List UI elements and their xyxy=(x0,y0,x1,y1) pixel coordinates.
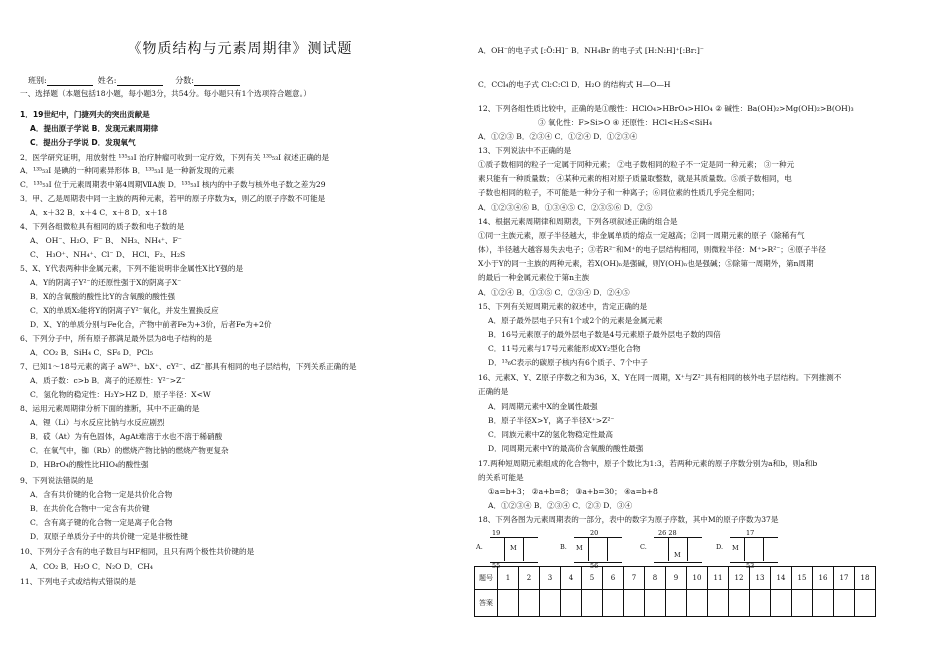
answer-cell[interactable] xyxy=(687,590,708,617)
q11-options-ab: A．OH⁻的电子式 [:Ö:H]⁻ B．NH₄Br 的电子式 [H:N:H]⁺[:Br:]⁻ xyxy=(478,46,704,55)
question-18: 18、下列各图为元素周期表的一部分，表中的数字为原子序数，其中M的原子序数为37是 xyxy=(478,515,779,524)
q9-option-c: C．含有离子键的化合物一定是离子化合物 xyxy=(30,518,173,527)
q15-option-b: B．16号元素原子的最外层电子数是4号元素原子最外层电子数的四倍 xyxy=(488,330,721,339)
row-label-answer: 答案 xyxy=(475,590,498,617)
grid-d-top: 17 xyxy=(746,529,755,537)
score-blank[interactable] xyxy=(194,77,240,86)
qnum-cell: 10 xyxy=(687,567,708,590)
answer-cell[interactable] xyxy=(624,590,645,617)
qnum-cell: 7 xyxy=(624,567,645,590)
q2-options-cd: C．¹³⁵₅₃I 位于元素周期表中第4周期ⅦA族 D．¹³⁵₅₃I 核内的中子数与核外电子数之差为29 xyxy=(20,180,326,189)
question-2: 2．医学研究证明，用放射性 ¹³⁵₅₃I 治疗肿瘤可收到一定疗效，下列有关 ¹³⁵₅₃I 叙述正确的是 xyxy=(20,153,330,162)
row-label-number: 题号 xyxy=(475,567,498,590)
answer-cell[interactable] xyxy=(645,590,666,617)
question-4: 4、下列各组微粒具有相同的质子数和电子数的是 xyxy=(20,222,185,231)
answer-cell[interactable] xyxy=(666,590,687,617)
q16-option-b: B．原子半径X>Y，离子半径X⁺>Z²⁻ xyxy=(488,416,615,425)
grid-b-m: M xyxy=(576,544,583,552)
q4-options-ab: A、 OH⁻、H₂O、F⁻ B、 NH₃、NH₄⁺、F⁻ xyxy=(30,236,182,245)
question-6: 6、下列分子中，所有原子都满足最外层为8电子结构的是 xyxy=(20,334,212,343)
q1-options-cd: C．提出分子学说 D．发现氧气 xyxy=(30,138,136,147)
q14-text-4: 的最后一种金属元素位于第n主族 xyxy=(478,273,590,282)
qnum-cell: 2 xyxy=(519,567,540,590)
qnum-cell: 13 xyxy=(750,567,771,590)
name-label: 姓名: xyxy=(97,76,117,85)
grid-a-m: M xyxy=(510,544,517,552)
grid-d-label: D. xyxy=(716,543,724,551)
q3-options: A．x＋32 B．x＋4 C．x＋8 D．x＋18 xyxy=(30,208,168,217)
answer-cell[interactable] xyxy=(603,590,624,617)
grid-d-bottom: 53 xyxy=(746,562,755,570)
grid-a-bottom: 55 xyxy=(492,562,501,570)
q5-option-a: A．Y的阴离子Y²⁻的还原性强于X的阴离子X⁻ xyxy=(30,278,182,287)
q4-options-cd: C、 H₃O⁺、NH₄⁺、Cl⁻ D、 HCl、F₂、H₂S xyxy=(30,250,186,259)
qnum-cell: 17 xyxy=(834,567,855,590)
qnum-cell: 11 xyxy=(708,567,729,590)
question-3: 3．甲、乙是周期表中同一主族的两种元素，若甲的原子序数为x，则乙的原子序数不可能是 xyxy=(20,194,326,203)
student-info xyxy=(28,76,240,86)
qnum-cell: 16 xyxy=(813,567,834,590)
answer-cell[interactable] xyxy=(540,590,561,617)
answer-cell[interactable] xyxy=(498,590,519,617)
question-1: 1．19世纪中，门捷列夫的突出贡献是 xyxy=(20,110,150,119)
grid-option-d xyxy=(716,529,786,569)
q17-text-2: 的关系可能是 xyxy=(478,473,524,482)
answer-cell[interactable] xyxy=(771,590,792,617)
qnum-cell: 6 xyxy=(603,567,624,590)
qnum-cell: 4 xyxy=(561,567,582,590)
q7-options-cd: C．氢化物的稳定性：H₂Y>HZ D．原子半径：X<W xyxy=(30,390,211,399)
answer-row xyxy=(475,590,876,617)
grid-option-b xyxy=(560,529,630,569)
answer-table xyxy=(474,566,876,617)
grid-c-m: M xyxy=(674,551,681,559)
class-blank[interactable] xyxy=(47,77,93,86)
q16-text-2: 正确的是 xyxy=(478,387,509,396)
q7-options-ab: A．质子数：c>b B．离子的还原性：Y²⁻>Z⁻ xyxy=(30,376,186,385)
q15-option-a: A．原子最外层电子只有1个或2个的元素是金属元素 xyxy=(488,316,663,325)
q14-options: A．①②④ B．①③⑤ C．②③④ D．②④⑤ xyxy=(478,288,630,297)
q8-option-c: C．在氧气中，铷（Rb）的燃烧产物比钠的燃烧产物更复杂 xyxy=(30,446,229,455)
q8-option-b: B．砹（At）为有色固体，AgAt难溶于水也不溶于稀硝酸 xyxy=(30,432,223,441)
question-12: 12、下列各组性质比较中，正确的是①酸性：HClO₄>HBrO₄>HIO₄ ② 碱性：Ba(OH)₂>Mg(OH)₂>B(OH)₃ xyxy=(478,104,854,113)
question-8: 8、运用元素周期律分析下面的推断，其中不正确的是 xyxy=(20,404,200,413)
name-blank[interactable] xyxy=(117,77,163,86)
question-13: 13、下列说法中不正确的是 xyxy=(478,146,572,155)
answer-cell[interactable] xyxy=(708,590,729,617)
qnum-cell: 5 xyxy=(582,567,603,590)
q13-text-3: 子数也相同的粒子，不可能是一种分子和一种离子；⑥同位素的性质几乎完全相同； xyxy=(478,188,759,197)
qnum-cell: 9 xyxy=(666,567,687,590)
q14-text-1: ①同一主族元素，原子半径越大，非金属单质的熔点一定越高；②同一周期元素的原子（除稀有气 xyxy=(478,231,805,240)
grid-option-c xyxy=(640,529,710,569)
answer-cell[interactable] xyxy=(792,590,813,617)
q9-option-d: D．双原子单质分子中的共价键一定是非极性键 xyxy=(30,532,188,541)
answer-cell[interactable] xyxy=(582,590,603,617)
q16-option-c: C．同族元素中Z的氢化物稳定性最高 xyxy=(488,430,613,439)
question-11: 11、下列电子式或结构式错误的是 xyxy=(20,577,136,586)
answer-cell[interactable] xyxy=(561,590,582,617)
grid-a-top: 19 xyxy=(492,529,501,537)
grid-b-label: B. xyxy=(560,543,567,551)
grid-option-a xyxy=(476,529,546,569)
q5-option-c: C．X的单质X₂能将Y的阴离子Y²⁻氧化，并发生置换反应 xyxy=(30,306,219,315)
qnum-cell: 3 xyxy=(540,567,561,590)
q17-items: ①a=b+3； ②a+b=8； ③a+b=30； ④a=b+8 xyxy=(488,487,658,496)
q5-option-d: D．X、Y的单质分别与Fe化合，产物中前者Fe为+3价，后者Fe为+2价 xyxy=(30,320,272,329)
q15-option-c: C．11号元素与17号元素能形成XY₂型化合物 xyxy=(488,344,641,353)
question-17: 17.两种短周期元素组成的化合物中，原子个数比为1:3，若两种元素的原子序数分别为a和b，则a和b xyxy=(478,459,818,468)
grid-a-label: A. xyxy=(476,543,483,551)
q5-option-b: B．X的含氧酸的酸性比Y的含氧酸的酸性强 xyxy=(30,292,176,301)
answer-cell[interactable] xyxy=(834,590,855,617)
q15-option-d: D．¹³₆C表示的碳原子核内有6个质子、7个中子 xyxy=(488,358,648,367)
q9-option-a: A．含有共价键的化合物一定是共价化合物 xyxy=(30,490,173,499)
qnum-cell: 18 xyxy=(855,567,876,590)
answer-cell[interactable] xyxy=(750,590,771,617)
answer-cell[interactable] xyxy=(855,590,876,617)
qnum-cell: 12 xyxy=(729,567,750,590)
question-16: 16、元素X、Y、Z原子序数之和为36，X、Y在同一周期，X⁺与Z²⁻具有相同的核外电子层结构。下列推测不 xyxy=(478,373,842,382)
question-7: 7、已知1～18号元素的离子 aW³⁺、bX⁺、cY²⁻、dZ⁻都具有相同的电子层结构，下列关系正确的是 xyxy=(20,362,357,371)
question-14: 14、根据元素周期律和周期表，下列各项叙述正确的组合是 xyxy=(478,217,678,226)
q17-options: A．①②③④ B．②③④ C．②③ D．③④ xyxy=(488,501,633,510)
qnum-cell: 15 xyxy=(792,567,813,590)
q8-option-a: A．锂（Li）与水反应比钠与水反应剧烈 xyxy=(30,418,165,427)
grid-c-top: 26 28 xyxy=(658,529,677,537)
grid-d-m: M xyxy=(732,544,739,552)
q14-text-2: 体），半径越大越容易失去电子；③若R²⁻和M⁺的电子层结构相同，则微粒半径：M⁺>R²⁻；④原子半径 xyxy=(478,245,826,254)
grid-b-bottom: 56 xyxy=(590,562,599,570)
q9-option-b: B．在共价化合物中一定含有共价键 xyxy=(30,504,150,513)
class-label: 班别: xyxy=(28,76,47,85)
answer-cell[interactable] xyxy=(813,590,834,617)
answer-cell[interactable] xyxy=(729,590,750,617)
score-label: 分数: xyxy=(175,76,194,85)
qnum-cell: 14 xyxy=(771,567,792,590)
page-title: 《物质结构与元素周期律》测试题 xyxy=(127,41,353,57)
q10-options: A．CO₂ B．H₂O C．N₂O D．CH₄ xyxy=(30,562,153,571)
q11-options-cd: C．CCl₄的电子式 Cl:C:Cl D．H₂O 的结构式 H—O—H xyxy=(478,80,671,89)
section-heading: 一、选择题（本题包括18小题，每小题3分，共54分。每小题只有1个选项符合题意。） xyxy=(20,89,311,98)
q13-options: A．①②③④⑥ B．①③④⑤ C．②③⑤⑥ D．②⑤ xyxy=(478,203,653,212)
grid-b-top: 20 xyxy=(590,529,599,537)
q12-options: A．①②③ B．②③④ C．①②④ D．①②③④ xyxy=(478,132,638,141)
answer-cell[interactable] xyxy=(519,590,540,617)
grid-c-label: C. xyxy=(640,543,647,551)
q13-text-1: ①质子数相同的粒子一定属于同种元素； ②电子数相同的粒子不一定是同一种元素； ③一种元 xyxy=(478,160,795,169)
q13-text-2: 素只能有一种质量数； ④某种元素的相对原子质量取整数，就是其质量数。⑤质子数相同，电 xyxy=(478,174,792,183)
q1-options-ab: A．提出原子学说 B．发现元素周期律 xyxy=(30,124,159,133)
q12-items: ③ 氧化性：F>Si>O ④ 还原性：HCl<H₂S<SiH₄ xyxy=(538,118,712,127)
q14-text-3: X小于Y的同一主族的两种元素，若X(OH)ₙ是强碱，则Y(OH)ₙ也是强碱；⑤除第一周期外，第n周期 xyxy=(478,259,814,268)
q6-options: A．CO₂ B．SiH₄ C．SF₆ D．PCl₅ xyxy=(30,348,153,357)
q16-option-d: D．同周期元素中Y的最高价含氧酸的酸性最强 xyxy=(488,444,644,453)
question-9: 9、下列说法错误的是 xyxy=(20,476,94,485)
qnum-cell: 8 xyxy=(645,567,666,590)
question-15: 15、下列有关短周期元素的叙述中，肯定正确的是 xyxy=(478,302,648,311)
question-number-row xyxy=(475,567,876,590)
q2-options-ab: A．¹³⁵₅₃I 是碘的一种同素异形体 B．¹³⁵₅₃I 是一种新发现的元素 xyxy=(20,166,235,175)
question-5: 5、X、Y代表两种非金属元素，下列不能说明非金属性X比Y强的是 xyxy=(20,264,244,273)
q8-option-d: D．HBrO₄的酸性比HIO₄的酸性强 xyxy=(30,460,149,469)
q16-option-a: A．同周期元素中X的金属性最强 xyxy=(488,402,598,411)
qnum-cell: 1 xyxy=(498,567,519,590)
question-10: 10、下列分子含有的电子数目与HF相同，且只有两个极性共价键的是 xyxy=(20,547,255,556)
